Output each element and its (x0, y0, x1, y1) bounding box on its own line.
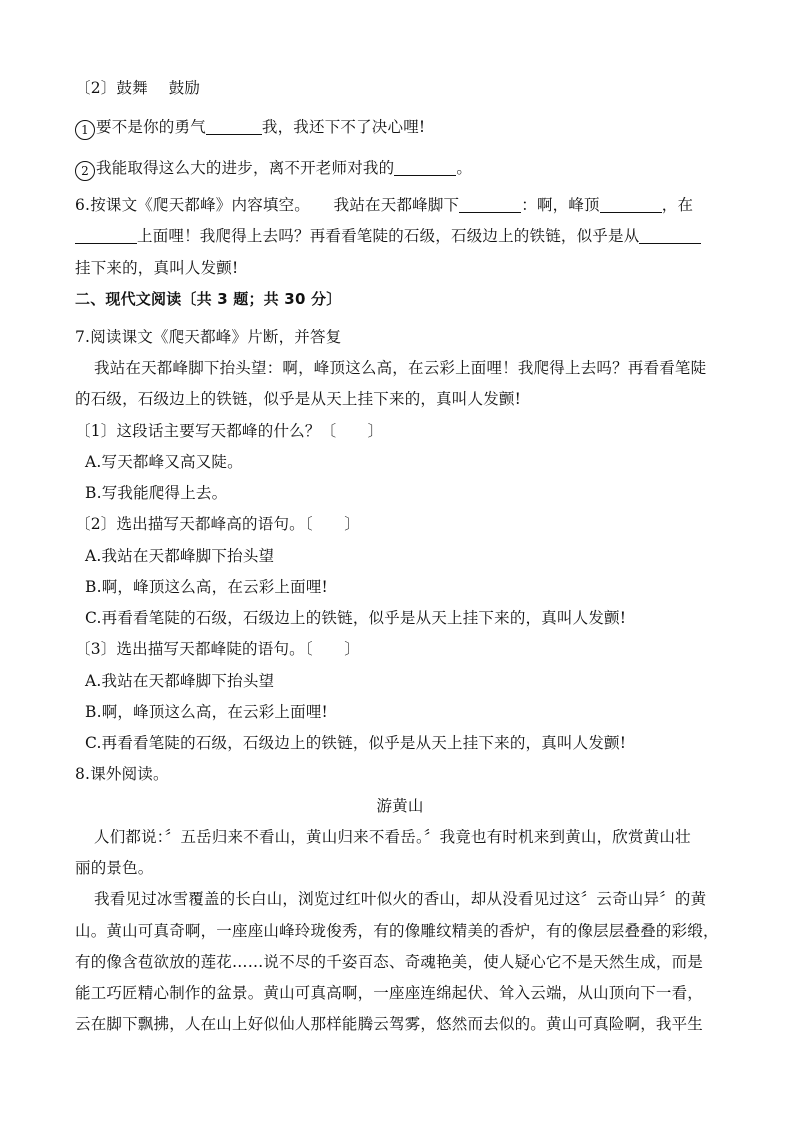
q7-sub3-option-a[interactable]: A.我站在天都峰脚下抬头望 (85, 672, 275, 690)
section2-heading: 二、现代文阅读〔共 3 题；共 30 分〕 (75, 290, 342, 308)
q6-part1: 6.按课文《爬天都峰》内容填空。 我站在天都峰脚下 (75, 196, 460, 214)
q7-sub3-question: 〔3〕选出描写天都峰陡的语句。〔 〕 (75, 640, 360, 658)
q5-part2-label: 〔2〕鼓舞 鼓励 (75, 79, 201, 97)
q6-blank-1[interactable] (459, 196, 521, 213)
q6-part5: 挂下来的，真叫人发颤! (75, 259, 239, 277)
article-p1-line1: 人们都说：〞五岳归来不看山，黄山归来不看岳。〞我竟也有时机来到黄山，欣赏黄山壮 (94, 828, 691, 846)
article-p2-line1: 我看见过冰雪覆盖的长白山，浏览过红叶似火的香山，却从没看见过这〞云奇山异〞的黄 (94, 890, 707, 908)
q5-item1 (75, 117, 425, 140)
q6-part4: 上面哩！我爬得上去吗？再看看笔陡的石级，石级边上的铁链，似乎是从 (137, 227, 640, 245)
article-p1-line2: 丽的景色。 (75, 859, 154, 877)
q6-line1 (75, 195, 693, 216)
q6-blank-3[interactable] (75, 227, 137, 244)
q7-passage-line1: 我站在天都峰脚下抬头望：啊，峰顶这么高，在云彩上面哩！我爬得上去吗？再看看笔陡 (94, 359, 707, 377)
circled-number-2: 2 (75, 161, 95, 181)
q5-item2-after: 。 (456, 159, 473, 177)
q7-sub3-option-c[interactable]: C.再看看笔陡的石级，石级边上的铁链，似乎是从天上挂下来的，真叫人发颤! (85, 734, 627, 752)
q5-item2-blank[interactable] (394, 159, 456, 176)
article-p2-line5: 云在脚下飘拂，人在山上好似仙人那样能腾云驾雾，悠然而去似的。黄山可真险啊，我平生 (75, 1015, 704, 1033)
q7-passage-line2: 的石级，石级边上的铁链，似乎是从天上挂下来的，真叫人发颤! (75, 390, 522, 408)
article-p2-line3: 有的像含苞欲放的莲花……说不尽的千姿百态、奇魂艳美，使人疑心它不是天然生成，而是 (75, 953, 704, 971)
q6-blank-4[interactable] (639, 227, 701, 244)
article-title: 游黄山 (376, 797, 424, 815)
q6-part2: ：啊，峰顶 (521, 196, 600, 214)
q7-sub1-option-a[interactable]: A.写天都峰又高又陡。 (85, 453, 243, 471)
article-p2-line4: 能工巧匠精心制作的盆景。黄山可真高啊，一座座连绵起伏、耸入云端，从山顶向下一看， (75, 984, 704, 1002)
q7-sub2-question: 〔2〕选出描写天都峰高的语句。〔 〕 (75, 515, 360, 533)
q7-sub3-option-b[interactable]: B.啊，峰顶这么高，在云彩上面哩! (85, 703, 328, 721)
article-p2-line2: 山。黄山可真奇啊，一座座山峰玲珑俊秀，有的像雕纹精美的香炉，有的像层层叠叠的彩缎， (75, 922, 719, 940)
q7-title: 7.阅读课文《爬天都峰》片断，并答复 (75, 328, 342, 346)
q7-sub2-option-b[interactable]: B.啊，峰顶这么高，在云彩上面哩! (85, 578, 328, 596)
q6-line2 (75, 226, 701, 247)
q8-title: 8.课外阅读。 (75, 765, 169, 783)
q7-sub1-option-b[interactable]: B.写我能爬得上去。 (85, 484, 228, 502)
q5-item1-blank[interactable] (206, 118, 262, 135)
q5-item1-after: 我，我还下不了决心哩! (261, 118, 426, 136)
q5-item1-before: 要不是你的勇气 (96, 118, 206, 136)
q6-part3: ，在 (661, 196, 694, 214)
q7-sub2-option-c[interactable]: C.再看看笔陡的石级，石级边上的铁链，似乎是从天上挂下来的，真叫人发颤! (85, 609, 627, 627)
circled-number-1: 1 (75, 120, 95, 140)
q5-item2 (75, 158, 472, 181)
q6-blank-2[interactable] (600, 196, 662, 213)
q7-sub2-option-a[interactable]: A.我站在天都峰脚下抬头望 (85, 547, 275, 565)
q7-sub1-question: 〔1〕这段话主要写天都峰的什么？〔 〕 (75, 422, 384, 440)
q5-item2-before: 我能取得这么大的进步，离不开老师对我的 (96, 159, 395, 177)
